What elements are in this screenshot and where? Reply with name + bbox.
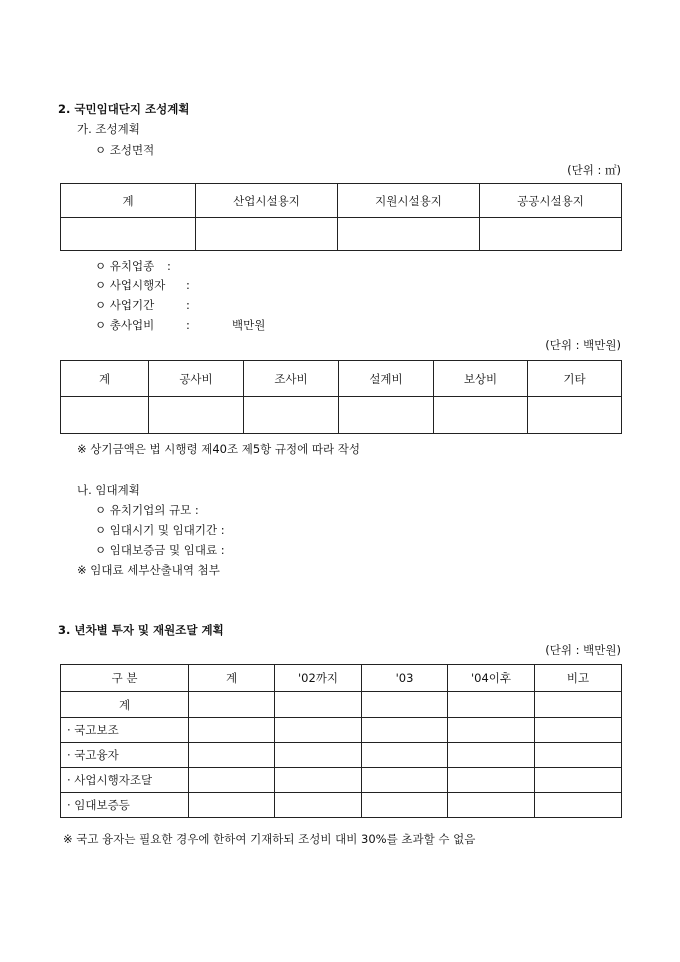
table3-cell	[362, 692, 448, 718]
table3-cell	[535, 793, 622, 818]
land-use-table	[60, 183, 622, 251]
table3-cell	[362, 718, 448, 743]
rent-detail-note: ※ 임대료 세부산출내역 첨부	[77, 563, 220, 577]
table3-cell	[275, 718, 362, 743]
total-cost-unit: 백만원	[232, 318, 266, 332]
subsection-b-heading: 나. 임대계획	[77, 483, 140, 497]
annual-investment-table	[60, 664, 622, 818]
table2-header-total: 계	[61, 361, 149, 397]
table3-cell	[189, 692, 275, 718]
table1-header-industrial: 산업시설용지	[196, 184, 338, 218]
total-cost-item-colon: :	[186, 318, 190, 332]
industry-item-label: ㅇ 유치업종	[95, 259, 155, 273]
table3-header-after-04: '04이후	[448, 665, 535, 692]
table3-cell	[362, 793, 448, 818]
table3-cell	[448, 692, 535, 718]
operator-item-colon: :	[186, 278, 190, 292]
table2-header-design: 설계비	[339, 361, 434, 397]
table2-cell	[149, 397, 244, 434]
table3-header-total: 계	[189, 665, 275, 692]
table1-cell	[196, 218, 338, 251]
table1-header-support: 지원시설용지	[338, 184, 480, 218]
period-item-colon: :	[186, 298, 190, 312]
table3-row-subsidy-label: · 국고보조	[61, 718, 189, 743]
unit-label-investment: (단위 : 백만원)	[545, 643, 621, 657]
table3-row-loan-label: · 국고융자	[61, 743, 189, 768]
table3-cell	[362, 768, 448, 793]
unit-label-cost: (단위 : 백만원)	[545, 338, 621, 352]
table3-cell	[189, 768, 275, 793]
unit-label-area: (단위 : ㎡)	[567, 163, 621, 177]
table3-cell	[189, 718, 275, 743]
operator-item-label: ㅇ 사업시행자	[95, 278, 166, 292]
table3-row-total-label: 계	[61, 692, 189, 718]
table3-cell	[362, 743, 448, 768]
table3-cell	[535, 718, 622, 743]
period-item-label: ㅇ 사업기간	[95, 298, 155, 312]
table1-cell	[338, 218, 480, 251]
table3-cell	[275, 692, 362, 718]
table2-cell	[61, 397, 149, 434]
table2-header-construction: 공사비	[149, 361, 244, 397]
table1-cell	[480, 218, 622, 251]
table2-cell	[528, 397, 622, 434]
area-item-label: ㅇ 조성면적	[95, 143, 155, 157]
cost-breakdown-table	[60, 360, 622, 434]
table3-header-until-02: '02까지	[275, 665, 362, 692]
table3-row-deposit-label: · 임대보증등	[61, 793, 189, 818]
table2-header-other: 기타	[528, 361, 622, 397]
table2-cell	[244, 397, 339, 434]
table2-header-survey: 조사비	[244, 361, 339, 397]
table2-cell	[339, 397, 434, 434]
total-cost-item-label: ㅇ 총사업비	[95, 318, 155, 332]
table1-cell	[61, 218, 196, 251]
table3-header-remarks: 비고	[535, 665, 622, 692]
industry-item-colon: :	[167, 259, 171, 273]
table1-header-public: 공공시설용지	[480, 184, 622, 218]
loan-limit-note: ※ 국고 융자는 필요한 경우에 한하여 기재하되 조성비 대비 30%를 초과할 수 없음	[63, 832, 476, 846]
table3-cell	[448, 743, 535, 768]
table3-cell	[535, 768, 622, 793]
table3-header-03: '03	[362, 665, 448, 692]
table3-cell	[275, 768, 362, 793]
cost-basis-note: ※ 상기금액은 법 시행령 제40조 제5항 규정에 따라 작성	[77, 442, 361, 456]
table2-cell	[434, 397, 528, 434]
table1-header-total: 계	[61, 184, 196, 218]
table3-cell	[535, 743, 622, 768]
table3-cell	[448, 768, 535, 793]
table3-cell	[275, 793, 362, 818]
table3-cell	[448, 793, 535, 818]
lease-item-company-size: ㅇ 유치기업의 규모 :	[95, 503, 199, 517]
table3-header-category: 구 분	[61, 665, 189, 692]
table2-header-compensation: 보상비	[434, 361, 528, 397]
table3-cell	[448, 718, 535, 743]
lease-item-period: ㅇ 임대시기 및 임대기간 :	[95, 523, 225, 537]
table3-cell	[189, 743, 275, 768]
table3-row-operator-funding-label: · 사업시행자조달	[61, 768, 189, 793]
table3-cell	[275, 743, 362, 768]
section-3-heading: 3. 년차별 투자 및 재원조달 계획	[58, 623, 224, 637]
table3-cell	[189, 793, 275, 818]
subsection-a-heading: 가. 조성계획	[77, 122, 140, 136]
lease-item-deposit: ㅇ 임대보증금 및 임대료 :	[95, 543, 225, 557]
section-2-heading: 2. 국민임대단지 조성계획	[58, 102, 190, 116]
table3-cell	[535, 692, 622, 718]
